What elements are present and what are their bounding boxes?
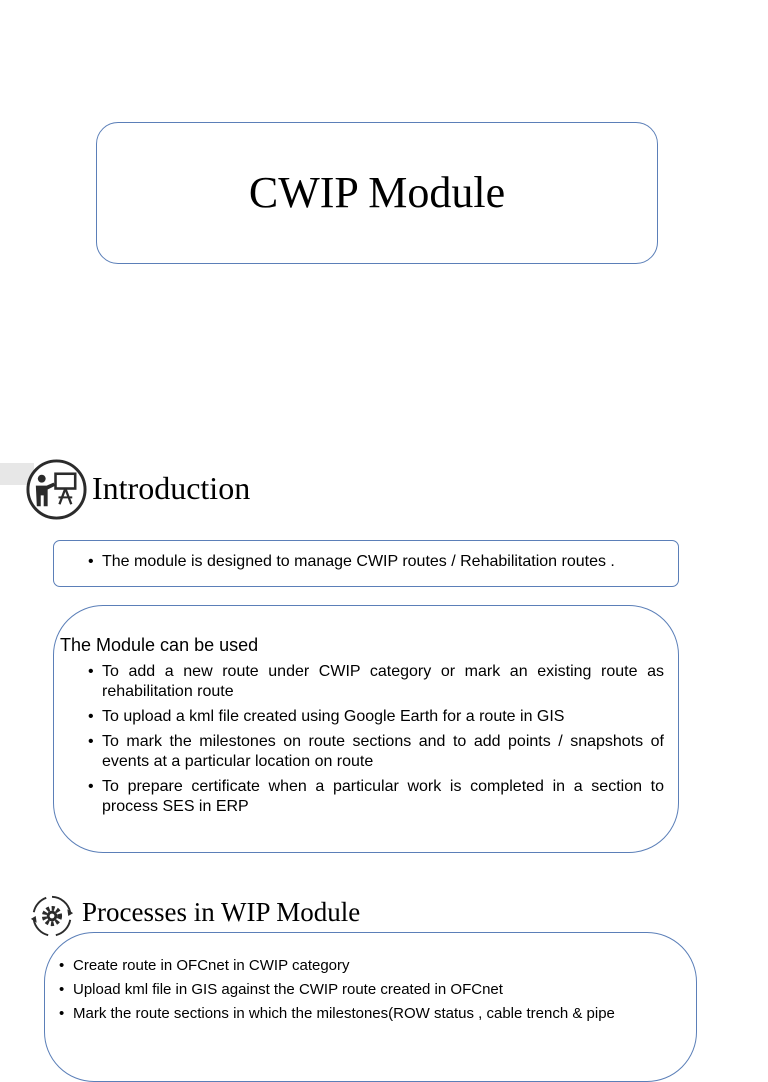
processes-box bbox=[44, 932, 697, 1082]
processes-list bbox=[59, 956, 669, 1028]
page-title: CWIP Module bbox=[248, 168, 506, 217]
uses-heading: The Module can be used bbox=[60, 635, 259, 655]
process-cycle-icon bbox=[29, 893, 75, 939]
uses-box bbox=[53, 605, 679, 853]
intro-list-item: • The module is designed to manage CWIP routes / Rehabilitation routes . bbox=[88, 552, 648, 572]
title-box bbox=[96, 122, 658, 264]
processes-heading: Processes in WIP Module bbox=[82, 897, 361, 927]
processes-list-item: • Create route in OFCnet in CWIP category bbox=[59, 956, 669, 975]
intro-box bbox=[53, 540, 679, 587]
uses-list-item: • To mark the milestones on route sections and to add points / snapshots of events at a particular location on route bbox=[88, 732, 664, 772]
introduction-heading: Introduction bbox=[92, 470, 251, 506]
uses-list-item: • To upload a kml file created using Google Earth for a route in GIS bbox=[88, 707, 664, 727]
uses-list bbox=[88, 662, 664, 822]
processes-list-item: • Upload kml file in GIS against the CWIP route created in OFCnet bbox=[59, 980, 669, 999]
intro-list bbox=[88, 552, 648, 572]
processes-list-item: • Mark the route sections in which the milestones(ROW status , cable trench & pipe bbox=[59, 1004, 669, 1023]
presentation-icon bbox=[25, 458, 88, 521]
uses-list-item: • To add a new route under CWIP category or mark an existing route as rehabilitation route bbox=[88, 662, 664, 702]
uses-list-item: • To prepare certificate when a particular work is completed in a section to process SES in ERP bbox=[88, 777, 664, 817]
